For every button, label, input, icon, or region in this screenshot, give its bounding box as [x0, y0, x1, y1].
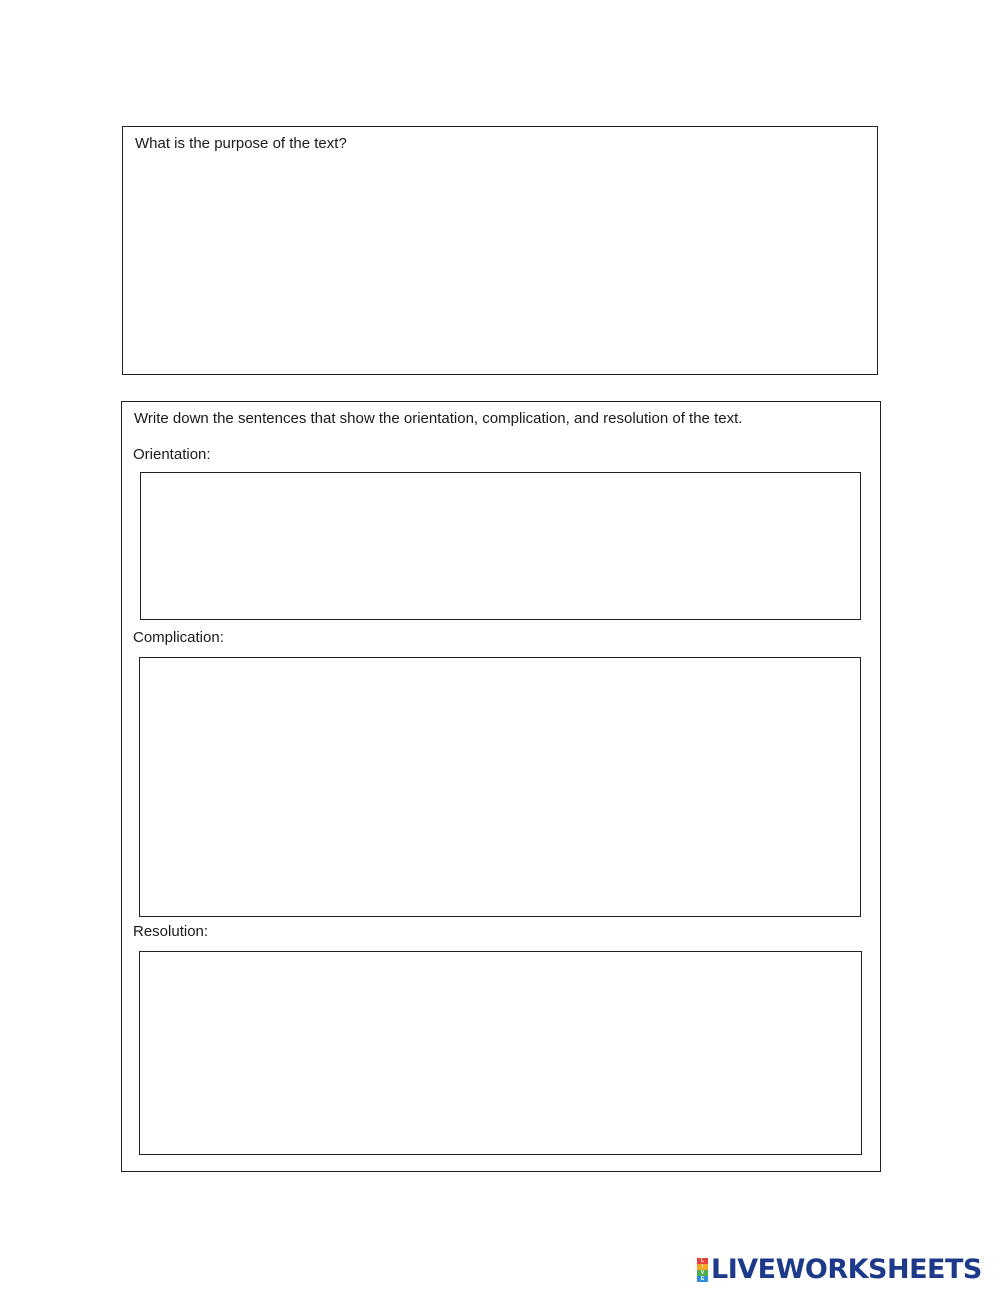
- logo-mark-icon: [697, 1258, 708, 1282]
- liveworksheets-logo: [697, 1256, 982, 1284]
- complication-answer-box[interactable]: [139, 657, 861, 917]
- orientation-answer-box[interactable]: [140, 472, 861, 620]
- structure-box: [121, 401, 881, 1172]
- resolution-answer-box[interactable]: [139, 951, 862, 1155]
- purpose-answer-area[interactable]: [127, 159, 873, 370]
- purpose-question: What is the purpose of the text?: [135, 135, 347, 152]
- logo-mark-letter: I: [697, 1264, 708, 1270]
- logo-mark-letter: L: [697, 1258, 708, 1264]
- logo-mark-letter: V: [697, 1270, 708, 1276]
- complication-label: Complication:: [133, 629, 224, 646]
- purpose-box: [122, 126, 878, 375]
- structure-instruction: Write down the sentences that show the orientation, complication, and resolution of the text.: [134, 410, 743, 427]
- logo-text: LIVEWORKSHEETS: [711, 1254, 982, 1285]
- resolution-label: Resolution:: [133, 923, 209, 940]
- logo-mark-letter: E: [697, 1276, 708, 1282]
- orientation-label: Orientation:: [133, 446, 211, 463]
